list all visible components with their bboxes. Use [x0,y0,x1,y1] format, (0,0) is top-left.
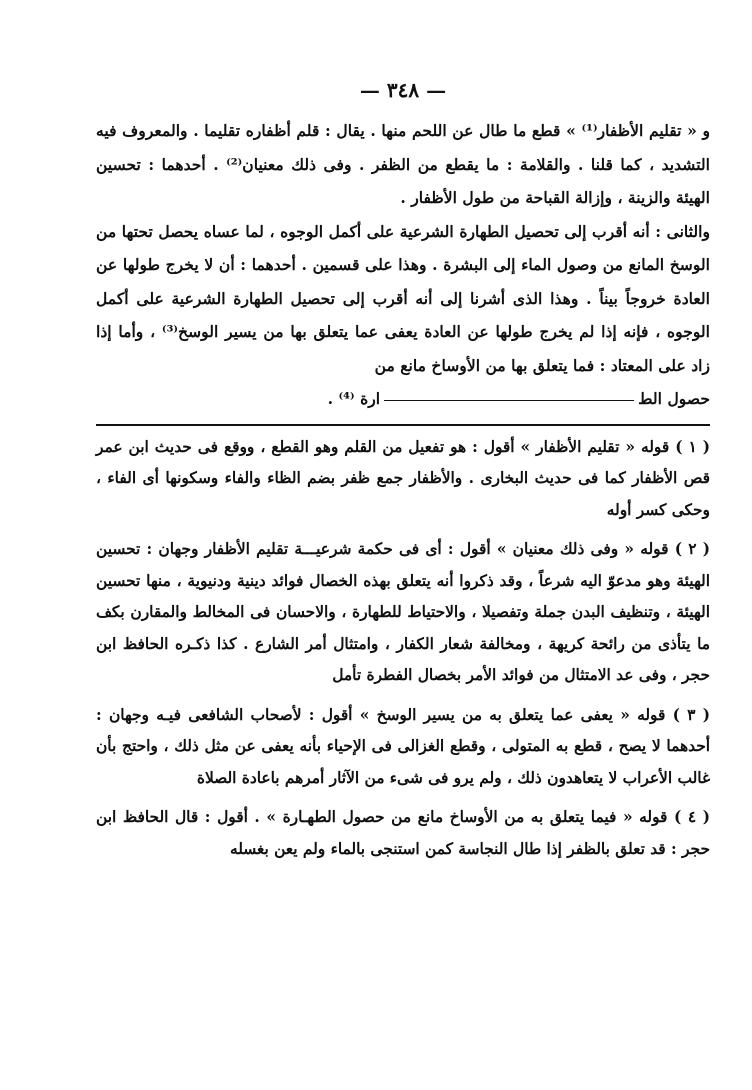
elision-line [384,400,634,401]
footnote-text: قوله « يعفى عما يتعلق به من يسير الوسخ » أقول : لأصحاب الشافعى فيـه وجهان : أحدهما لا يصح ، قطع به المتولى ، وقطع الغزالى فى الإحياء بأنه يعفى عن مثل ذلك ، واحتج بأن غالب الأعراب لا يتعاهدون ذلك ، ولم يرو فى شىء من الآثار أمرهم باعادة الصلاة [96,705,710,787]
footnote-label: ( ٤ ) [674,808,711,826]
footnote-label: ( ٣ ) [672,705,710,724]
footnote-label: ( ١ ) [675,437,711,456]
footnote-text: قوله « فيما يتعلق به من الأوساخ مانع من حصول الطهـارة » . أقول : قال الحافظ ابن حجر : قد تعلق بالظفر إذا طال النجاسة كمن استنجى بالماء ولم يعن بغسله [96,808,710,858]
last-line-start: حصول الط [638,389,710,408]
last-line-end: ارة ⁽⁴⁾ . [327,389,381,408]
main-paragraph-2-text: والثانى : أنه أقرب إلى تحصيل الطهارة الشرعية على أكمل الوجوه ، لما عساه يحصل تحتها من الوسخ المانع من وصول الماء إلى البشرة . وهذا على قسمين . أحدهما : أن لا يخرج طولها عن العادة خروجاً بيناً . وهذا الذى أشرنا إلى أنه أقرب إلى تحصيل الطهارة الشرعية على أكمل الوجوه ، فإنه إذا لم يخرج طولها عن العادة يعفى عما يتعلق بها من يسير الوسخ⁽³⁾ ، وأما إذا زاد على المعتاد : فما يتعلق بها من الأوساخ مانع من [96,221,710,375]
footnote-label: ( ٢ ) [674,540,711,558]
main-text [96,114,710,416]
footnote-divider [96,424,710,426]
footnote-4 [96,802,710,865]
footnote-text: قوله « تقليم الأظفار » أقول : هو تفعيل من القلم وهو القطع ، ووقع فى حديث ابن عمر قص الأظفار كما فى حديث البخارى . والأظفار جمع ظفر بضم الظاء والفاء وسكونها أى الفاء ، وحكى كسر أوله [96,437,710,519]
footnote-text: قوله « وفى ذلك معنيان » أقول : أى فى حكمة شرعيـــة تقليم الأظفار وجهان : تحسين الهيئة وهو مدعوّ اليه شرعاً ، وقد ذكروا أنه يتعلق بهذه الخصال فوائد دينية ودنيوية ، منها تحسين الهيئة ، وتنظيف البدن جملة وتفصيلا ، والاحتياط للطهارة ، والاحسان فى المخالط والمقارن بكف ما يتأذى من رائحة كريهة ، ومخالفة شعار الكفار ، وامتثال أمر الشارع . كذا ذكـره الحافظ ابن حجر ، وفى عد الامتثال من فوائد الأمر بخصال الفطرة تأمل [96,540,711,684]
main-last-line [96,382,710,416]
footnote-1 [96,432,710,527]
main-paragraph-2 [96,215,710,383]
footnotes [96,432,710,866]
main-paragraph-1: و « تقليم الأظفار⁽¹⁾ » قطع ما طال عن اللحم منها . يقال : قلم أظفاره تقليما . والمعروف فيه التشديد ، كما قلنا . والقلامة : ما يقطع من الظفر . وفى ذلك معنيان⁽²⁾ . أحدهما : تحسين الهيئة والزينة ، وإزالة القباحة من طول الأظفار . [96,121,710,207]
book-page [96,70,710,873]
footnote-3 [96,700,710,795]
page-number: — ٣٤٨ — [359,78,447,102]
footnote-2 [96,534,710,692]
